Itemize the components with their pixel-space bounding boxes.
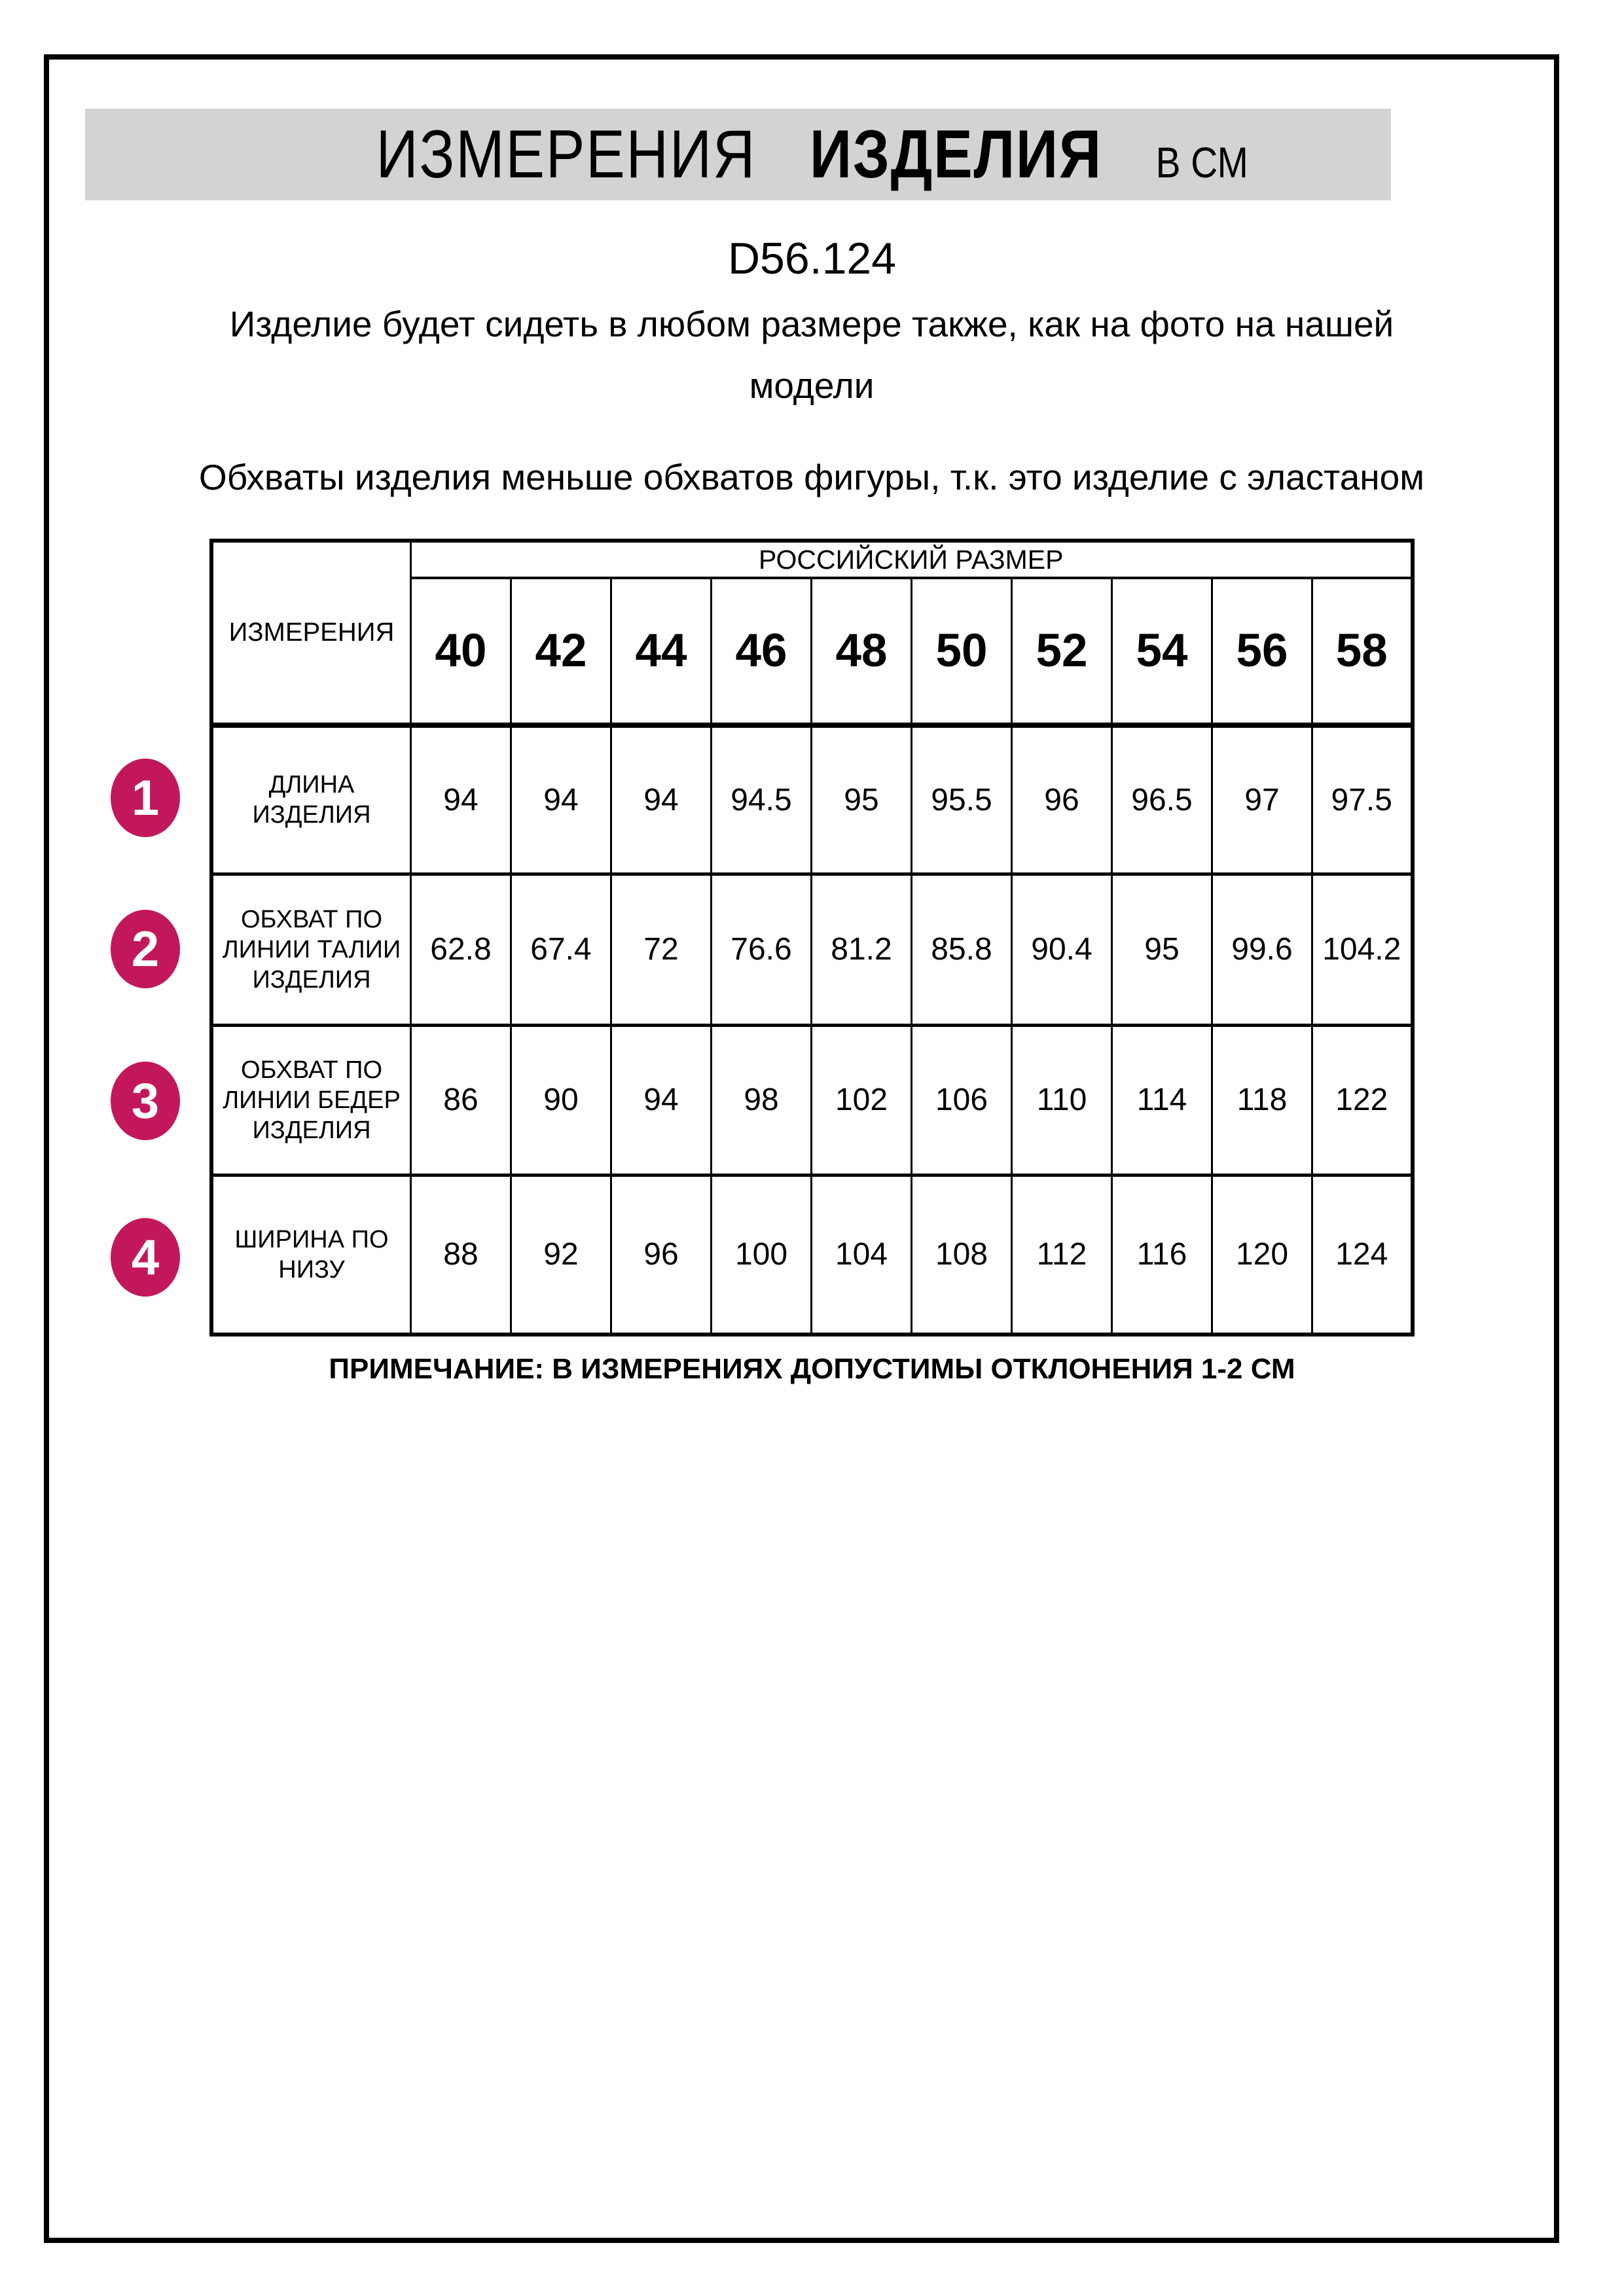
row-label-cell: ОБХВАТ ПО ЛИНИИ ТАЛИИ ИЗДЕЛИЯ bbox=[211, 874, 411, 1025]
value-cell: 95 bbox=[812, 725, 912, 874]
value-cell: 85.8 bbox=[912, 874, 1012, 1025]
value-cell: 120 bbox=[1212, 1175, 1312, 1335]
value-cell: 95 bbox=[1112, 874, 1212, 1025]
value-cell: 112 bbox=[1012, 1175, 1112, 1335]
note-text: ПРИМЕЧАНИЕ: В ИЗМЕРЕНИЯХ ДОПУСТИМЫ ОТКЛОНЕНИЯ 1-2 СМ bbox=[329, 1353, 1295, 1385]
size-header-cell: 56 bbox=[1212, 578, 1312, 725]
value-cell: 99.6 bbox=[1212, 874, 1312, 1025]
table-row-length bbox=[211, 725, 1413, 874]
page-title-line bbox=[376, 117, 1248, 192]
value-cell: 96 bbox=[611, 1175, 712, 1335]
value-cell: 95.5 bbox=[912, 725, 1012, 874]
value-cell: 114 bbox=[1112, 1025, 1212, 1175]
value-cell: 62.8 bbox=[411, 874, 511, 1025]
title-unit-cm: В СМ bbox=[1155, 138, 1248, 187]
size-header-cell: 54 bbox=[1112, 578, 1212, 725]
row-number-badge-4: 4 bbox=[111, 1218, 180, 1297]
title-word-measurements: ИЗМЕРЕНИЯ bbox=[376, 117, 756, 192]
value-cell: 96 bbox=[1012, 725, 1112, 874]
value-cell: 97 bbox=[1212, 725, 1312, 874]
value-cell: 102 bbox=[812, 1025, 912, 1175]
value-cell: 94.5 bbox=[712, 725, 812, 874]
group-header-cell: РОССИЙСКИЙ РАЗМЕР bbox=[411, 541, 1413, 578]
title-word-product: ИЗДЕЛИЯ bbox=[809, 117, 1102, 192]
size-header-cell: 48 bbox=[812, 578, 912, 725]
value-cell: 106 bbox=[912, 1025, 1012, 1175]
size-header-cell: 46 bbox=[712, 578, 812, 725]
value-cell: 81.2 bbox=[812, 874, 912, 1025]
value-cell: 116 bbox=[1112, 1175, 1212, 1335]
value-cell: 88 bbox=[411, 1175, 511, 1335]
size-header-cell: 52 bbox=[1012, 578, 1112, 725]
value-cell: 97.5 bbox=[1312, 725, 1413, 874]
value-cell: 96.5 bbox=[1112, 725, 1212, 874]
value-cell: 100 bbox=[712, 1175, 812, 1335]
value-cell: 86 bbox=[411, 1025, 511, 1175]
value-cell: 124 bbox=[1312, 1175, 1413, 1335]
size-table bbox=[209, 539, 1415, 1336]
value-cell: 90 bbox=[511, 1025, 611, 1175]
value-cell: 90.4 bbox=[1012, 874, 1112, 1025]
table-row-waist bbox=[211, 874, 1413, 1025]
size-header-cell: 40 bbox=[411, 578, 511, 725]
value-cell: 76.6 bbox=[712, 874, 812, 1025]
corner-header-cell: ИЗМЕРЕНИЯ bbox=[211, 541, 411, 725]
intro-paragraph-fit: Изделие будет сидеть в любом размере также, как на фото на нашей модели bbox=[229, 304, 1394, 406]
size-header-cell: 50 bbox=[912, 578, 1012, 725]
page-title bbox=[0, 109, 1624, 200]
size-header-cell: 42 bbox=[511, 578, 611, 725]
value-cell: 67.4 bbox=[511, 874, 611, 1025]
size-header-cell: 58 bbox=[1312, 578, 1413, 725]
row-label-cell: ШИРИНА ПО НИЗУ bbox=[211, 1175, 411, 1335]
intro-paragraph-elastane: Обхваты изделия меньше обхватов фигуры, т.к. это изделие с эластаном bbox=[198, 457, 1425, 497]
value-cell: 94 bbox=[511, 725, 611, 874]
row-number-badge-2: 2 bbox=[111, 910, 180, 988]
value-cell: 72 bbox=[611, 874, 712, 1025]
value-cell: 104.2 bbox=[1312, 874, 1413, 1025]
model-number: D56.124 bbox=[727, 234, 897, 283]
size-header-cell: 44 bbox=[611, 578, 712, 725]
value-cell: 94 bbox=[411, 725, 511, 874]
value-cell: 104 bbox=[812, 1175, 912, 1335]
table-row-bottom-width bbox=[211, 1175, 1413, 1335]
value-cell: 118 bbox=[1212, 1025, 1312, 1175]
value-cell: 98 bbox=[712, 1025, 812, 1175]
row-number-badge-1: 1 bbox=[111, 759, 180, 837]
row-label-cell: ДЛИНА ИЗДЕЛИЯ bbox=[211, 725, 411, 874]
table-row-hips bbox=[211, 1025, 1413, 1175]
value-cell: 110 bbox=[1012, 1025, 1112, 1175]
value-cell: 108 bbox=[912, 1175, 1012, 1335]
value-cell: 92 bbox=[511, 1175, 611, 1335]
row-label-cell: ОБХВАТ ПО ЛИНИИ БЕДЕР ИЗДЕЛИЯ bbox=[211, 1025, 411, 1175]
value-cell: 94 bbox=[611, 725, 712, 874]
value-cell: 94 bbox=[611, 1025, 712, 1175]
value-cell: 122 bbox=[1312, 1025, 1413, 1175]
row-number-badge-3: 3 bbox=[111, 1062, 180, 1140]
